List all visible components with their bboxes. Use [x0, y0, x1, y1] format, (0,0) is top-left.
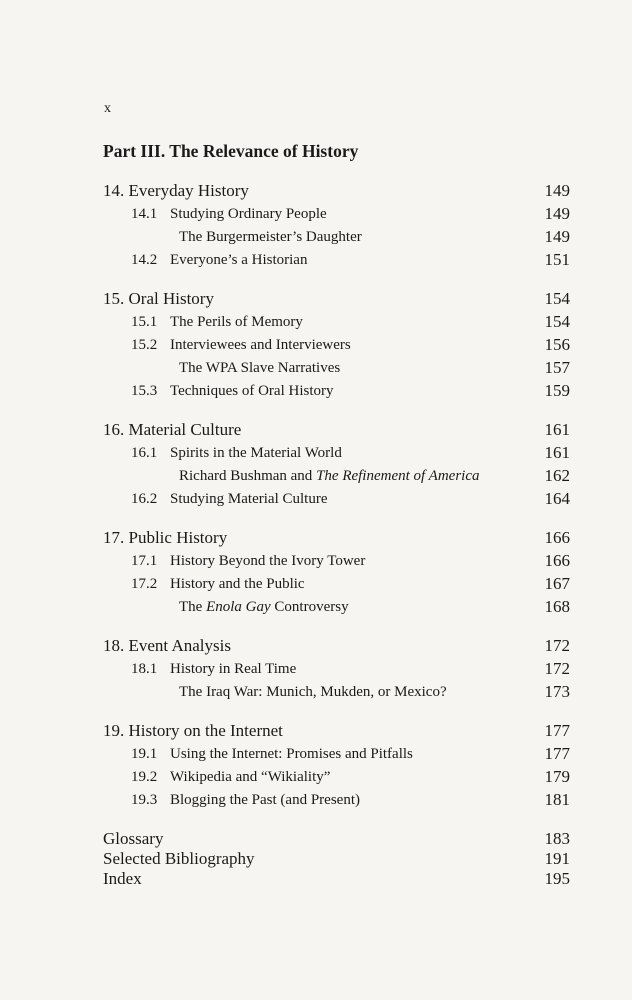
page-number: 183	[544, 829, 570, 848]
page-number: 157	[544, 358, 570, 377]
page-number: 164	[544, 489, 570, 508]
section-number: 15.1	[131, 314, 158, 330]
box-title: The WPA Slave Narratives	[179, 360, 341, 376]
box-title	[179, 467, 480, 485]
page-number: 154	[544, 312, 570, 331]
section-number: 14.1	[131, 206, 158, 222]
section-title: Interviewees and Interviewers	[170, 337, 351, 353]
section-number: 14.2	[131, 252, 158, 268]
section-title: Spirits in the Material World	[170, 445, 342, 461]
section-title: History in Real Time	[170, 661, 297, 677]
section-title: Everyone’s a Historian	[170, 252, 308, 268]
box-title-pre: The	[179, 599, 207, 615]
page-number: 149	[544, 227, 570, 246]
book-title-italic: The Refinement of America	[316, 468, 480, 484]
section-number: 19.2	[131, 769, 158, 785]
page-number: 159	[544, 381, 570, 400]
back-matter-title: Index	[103, 869, 142, 888]
page-number: 162	[544, 466, 570, 485]
box-title-plain: Richard Bushman and	[179, 468, 317, 484]
section-title: Wikipedia and “Wikiality”	[170, 769, 331, 785]
section-number: 16.2	[131, 491, 158, 507]
chapter-title: 15. Oral History	[103, 289, 214, 308]
page-number: 156	[544, 335, 570, 354]
chapter-title: 17. Public History	[103, 528, 228, 547]
page-number: 172	[544, 636, 570, 655]
box-title: The Burgermeister’s Daughter	[179, 229, 362, 245]
section-title: Studying Ordinary People	[170, 206, 327, 222]
aircraft-name-italic: Enola Gay	[206, 599, 271, 615]
section-title: Studying Material Culture	[170, 491, 328, 507]
page-number: 149	[544, 181, 570, 200]
page-number: 166	[544, 528, 570, 547]
chapter-title: 18. Event Analysis	[103, 636, 231, 655]
page-number: 161	[544, 443, 570, 462]
section-number: 17.2	[131, 576, 158, 592]
page-number: 181	[544, 790, 570, 809]
page-number: 151	[544, 250, 570, 269]
page-number: 172	[544, 659, 570, 678]
page-number: 177	[544, 744, 570, 763]
box-title-post: Controversy	[270, 599, 349, 615]
section-title: Techniques of Oral History	[170, 383, 334, 399]
page-number: 177	[544, 721, 570, 740]
box-title	[179, 598, 349, 616]
section-title: History Beyond the Ivory Tower	[170, 553, 366, 569]
chapter-title: 16. Material Culture	[103, 420, 242, 439]
section-number: 15.3	[131, 383, 158, 399]
section-number: 15.2	[131, 337, 158, 353]
section-title: The Perils of Memory	[170, 314, 303, 330]
page-number: 179	[544, 767, 570, 786]
page-folio: x	[104, 101, 111, 116]
back-matter-title: Selected Bibliography	[103, 849, 255, 868]
part-title: Part III. The Relevance of History	[103, 141, 359, 161]
section-title: Using the Internet: Promises and Pitfalls	[170, 746, 413, 762]
back-matter-title: Glossary	[103, 829, 164, 848]
page-number: 168	[544, 597, 570, 616]
page-number: 149	[544, 204, 570, 223]
chapter-title: 19. History on the Internet	[103, 721, 283, 740]
section-number: 16.1	[131, 445, 158, 461]
section-number: 18.1	[131, 661, 158, 677]
section-title: Blogging the Past (and Present)	[170, 792, 360, 808]
section-number: 19.3	[131, 792, 158, 808]
page-number: 195	[544, 869, 570, 888]
page-number: 191	[544, 849, 570, 868]
page-number: 173	[544, 682, 570, 701]
page-number: 154	[544, 289, 570, 308]
chapter-title: 14. Everyday History	[103, 181, 249, 200]
page-number: 161	[544, 420, 570, 439]
box-title: The Iraq War: Munich, Mukden, or Mexico?	[179, 684, 447, 700]
section-title: History and the Public	[170, 576, 305, 592]
page-number: 167	[544, 574, 570, 593]
section-number: 19.1	[131, 746, 158, 762]
page-number: 166	[544, 551, 570, 570]
section-number: 17.1	[131, 553, 158, 569]
